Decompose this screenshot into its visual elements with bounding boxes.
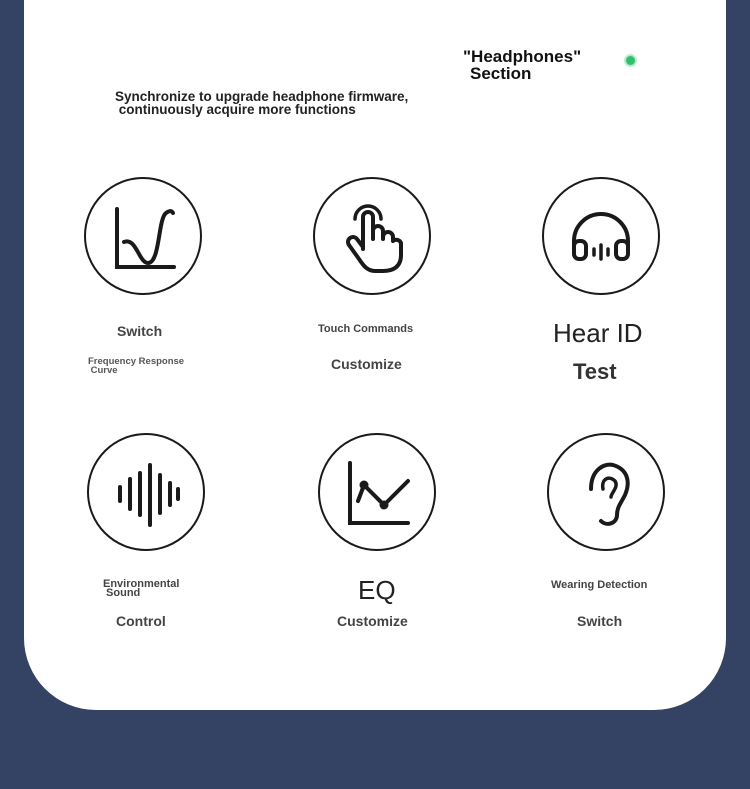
feature-2-top-label: Touch Commands (318, 323, 414, 335)
eq-graph-icon[interactable] (318, 433, 436, 551)
section-title (463, 48, 581, 82)
feature-1-bottom-label: Frequency Response Curve (88, 356, 185, 376)
feature-3-bottom-label: Test (573, 359, 617, 384)
intro-text: Synchronize to upgrade headphone firmware, continuously acquire more functions (115, 89, 409, 117)
headphones-icon[interactable] (542, 177, 660, 295)
feature-6-bottom-label: Switch (577, 613, 623, 629)
status-dot-icon (624, 54, 637, 67)
feature-6-top-label: Wearing Detection (551, 579, 648, 591)
sound-wave-icon[interactable] (87, 433, 205, 551)
frequency-curve-icon[interactable] (84, 177, 202, 295)
section-title-line1: "Headphones" (463, 47, 582, 66)
feature-4-top-label: Environmental Sound (103, 578, 180, 599)
feature-4-bottom-label: Control (116, 613, 166, 629)
section-title-line2: Section (470, 64, 532, 83)
feature-2-bottom-label: Customize (331, 356, 402, 372)
feature-3-top-label: Hear ID (553, 318, 643, 348)
feature-5-bottom-label: Customize (337, 613, 408, 629)
feature-5-top-label: EQ (358, 575, 396, 605)
ear-icon[interactable] (547, 433, 665, 551)
touch-hand-icon[interactable] (313, 177, 431, 295)
feature-1-top-label: Switch (117, 323, 163, 339)
